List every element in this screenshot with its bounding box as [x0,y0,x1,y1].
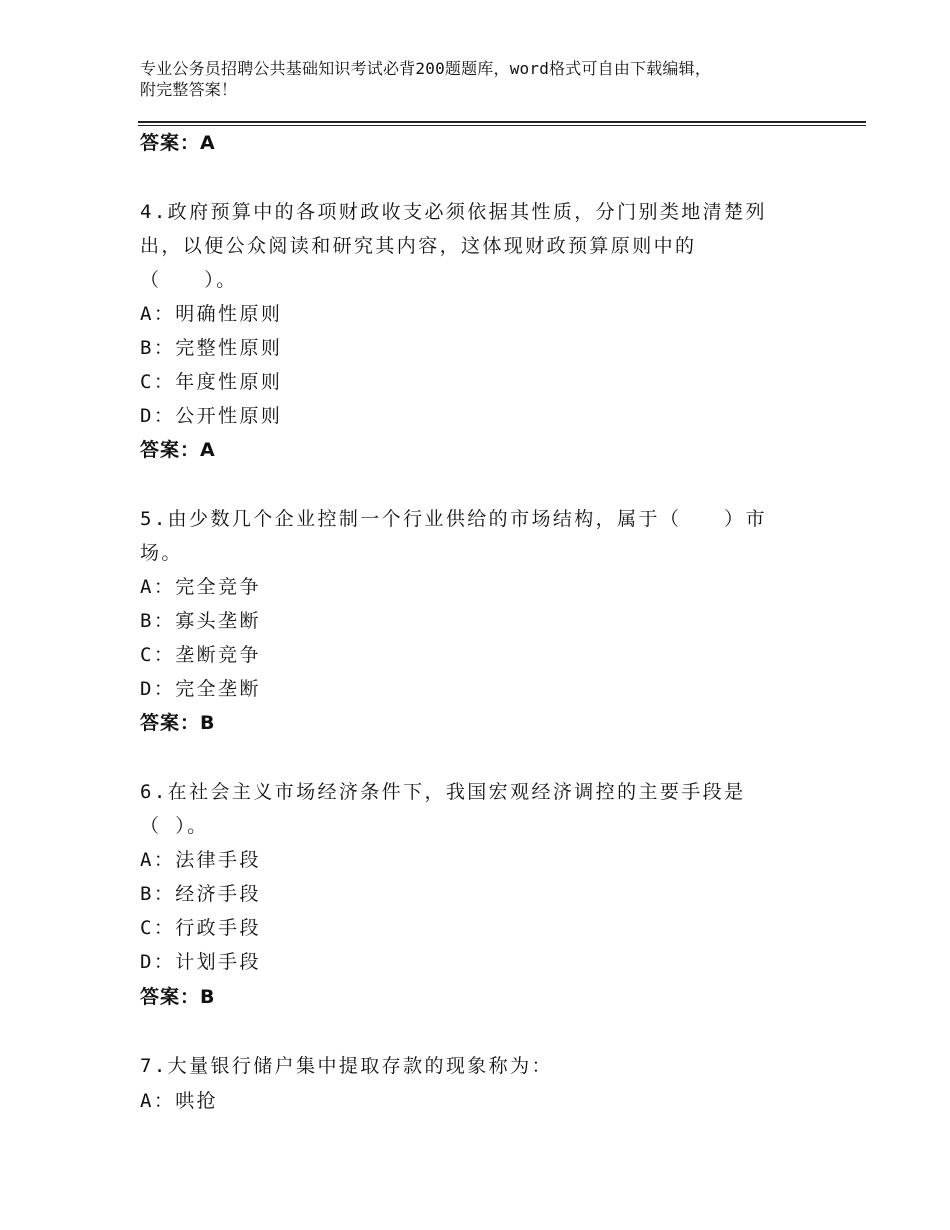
question-6-line-2: （ ）。 [140,815,209,837]
question-6-option-c: C：行政手段 [140,917,261,939]
question-7-line-1: 7.大量银行储户集中提取存款的现象称为： [140,1055,553,1077]
answer-q3: 答案：A [140,132,216,154]
question-4-line-1: 4.政府预算中的各项财政收支必须依据其性质，分门别类地清楚列 [140,201,767,223]
question-4-option-d: D：公开性原则 [140,405,283,427]
header-divider-thin [138,125,866,126]
question-4-line-2: 出，以便公众阅读和研究其内容，这体现财政预算原则中的 [140,235,697,257]
question-6-line-1: 6.在社会主义市场经济条件下，我国宏观经济调控的主要手段是 [140,781,746,803]
document-header [140,58,840,100]
answer-q6: 答案：B [140,986,216,1008]
answer-q5: 答案：B [140,712,216,734]
header-divider-thick [138,121,866,123]
question-6 [140,775,780,843]
header-line-2: 附完整答案！ [140,80,238,99]
question-7 [140,1049,780,1083]
question-5 [140,502,780,570]
question-4 [140,195,780,297]
header-line-1: 专业公务员招聘公共基础知识考试必背200题题库，word格式可自由下载编辑， [140,59,712,78]
question-5-line-1: 5.由少数几个企业控制一个行业供给的市场结构，属于（ ）市 [140,508,767,530]
question-5-option-b: B：寡头垄断 [140,610,261,632]
question-4-option-c: C：年度性原则 [140,371,283,393]
question-7-option-a: A：哄抢 [140,1090,219,1112]
answer-q4: 答案：A [140,439,216,461]
question-5-option-a: A：完全竞争 [140,576,261,598]
question-5-line-2: 场。 [140,542,183,564]
question-4-option-b: B：完整性原则 [140,337,283,359]
question-5-option-c: C：垄断竞争 [140,644,261,666]
question-5-option-d: D：完全垄断 [140,678,261,700]
question-6-option-d: D：计划手段 [140,951,261,973]
question-4-option-a: A：明确性原则 [140,303,283,325]
question-6-option-a: A：法律手段 [140,849,261,871]
question-6-option-b: B：经济手段 [140,883,261,905]
question-4-line-3: （ ）。 [140,269,238,291]
